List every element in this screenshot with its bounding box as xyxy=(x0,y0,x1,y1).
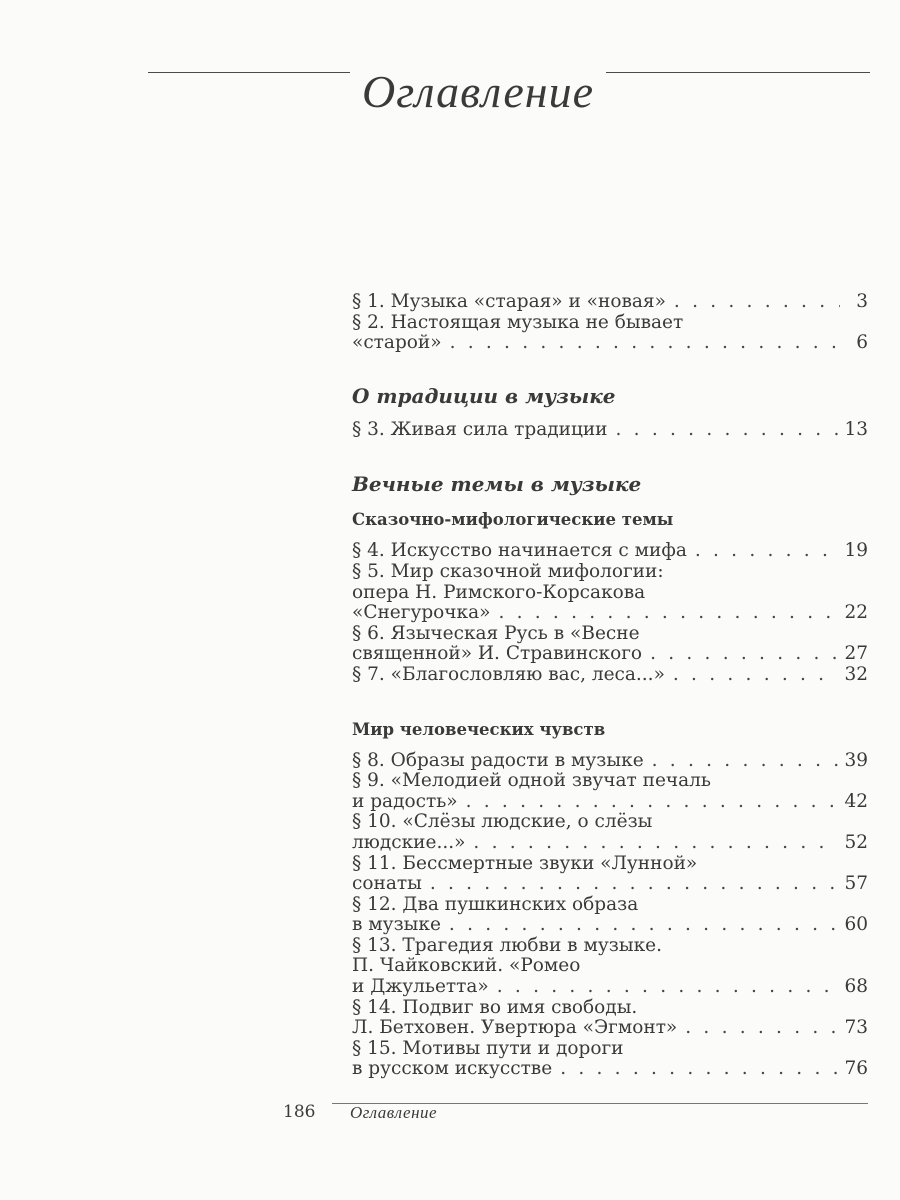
dot-leader xyxy=(695,541,839,562)
dot-leader xyxy=(616,420,839,441)
section-heading: Вечные темы в музыке xyxy=(352,472,642,497)
toc-line xyxy=(352,977,868,998)
dot-leader xyxy=(673,665,839,686)
dot-leader xyxy=(685,1018,838,1039)
toc-entry-title: § 5. Мир сказочной мифологии: xyxy=(352,560,664,582)
toc-entry[interactable] xyxy=(352,420,868,441)
toc-page-number: 13 xyxy=(844,418,868,440)
toc-line xyxy=(352,603,868,624)
toc-page-number: 52 xyxy=(844,831,868,853)
toc-entry-title: § 4. Искусство начинается с мифа xyxy=(352,540,687,562)
section-heading: О традиции в музыке xyxy=(352,383,616,408)
table-of-contents xyxy=(352,262,868,1080)
toc-group xyxy=(352,292,868,354)
toc-entry-title: Л. Бетховен. Увертюра «Эгмонт» xyxy=(352,1017,678,1039)
toc-line xyxy=(352,915,868,936)
toc-line xyxy=(352,812,868,833)
toc-page-number: 57 xyxy=(844,873,868,895)
toc-entry-title: § 3. Живая сила традиции xyxy=(352,418,608,440)
toc-entry-title: «Снегурочка» xyxy=(352,602,491,624)
dot-leader xyxy=(497,977,839,998)
toc-line xyxy=(352,998,868,1019)
toc-entry[interactable] xyxy=(352,751,868,772)
toc-entry[interactable] xyxy=(352,665,868,686)
toc-page-number: 73 xyxy=(844,1017,868,1039)
toc-page-number: 76 xyxy=(844,1058,868,1080)
toc-page-number: 60 xyxy=(844,914,868,936)
toc-group xyxy=(352,384,868,441)
page-title: Оглавление xyxy=(350,60,606,124)
toc-entry-title: в музыке xyxy=(352,914,441,936)
toc-entry-title: § 2. Настоящая музыка не бывает xyxy=(352,311,684,333)
toc-group xyxy=(352,720,868,1081)
toc-line xyxy=(352,313,868,334)
toc-entry-title: сонаты xyxy=(352,873,422,895)
toc-entry-title: § 11. Бессмертные звуки «Лунной» xyxy=(352,852,698,874)
dot-leader xyxy=(449,915,839,936)
toc-entry[interactable] xyxy=(352,812,868,853)
dot-leader xyxy=(450,333,840,354)
toc-line xyxy=(352,292,868,313)
toc-line xyxy=(352,895,868,916)
footer-section-label: Оглавление xyxy=(350,1103,438,1122)
toc-entry[interactable] xyxy=(352,771,868,812)
toc-entry-title: § 8. Образы радости в музыке xyxy=(352,749,644,771)
toc-line xyxy=(352,420,868,441)
toc-line xyxy=(352,792,868,813)
toc-line xyxy=(352,333,868,354)
dot-leader xyxy=(652,751,839,772)
toc-entry-title: в русском искусстве xyxy=(352,1058,553,1080)
toc-line xyxy=(352,833,868,854)
toc-entry[interactable] xyxy=(352,895,868,936)
toc-page-number: 22 xyxy=(844,602,868,624)
toc-page-number: 42 xyxy=(844,790,868,812)
toc-line xyxy=(352,874,868,895)
toc-line xyxy=(352,644,868,665)
dot-leader xyxy=(674,292,840,313)
toc-entry[interactable] xyxy=(352,541,868,562)
toc-line xyxy=(352,665,868,686)
toc-entry-title: § 1. Музыка «старая» и «новая» xyxy=(352,291,666,312)
toc-entry[interactable] xyxy=(352,998,868,1039)
toc-page-number: 19 xyxy=(844,540,868,562)
toc-line xyxy=(352,562,868,583)
toc-line xyxy=(352,624,868,645)
toc-line xyxy=(352,1059,868,1080)
subsection-heading: Мир человеческих чувств xyxy=(352,719,606,739)
toc-entry[interactable] xyxy=(352,1039,868,1080)
toc-entry-title: и Джульетта» xyxy=(352,976,489,998)
toc-entry-title: и радость» xyxy=(352,790,458,812)
dot-leader xyxy=(473,833,838,854)
toc-entry[interactable] xyxy=(352,313,868,354)
dot-leader xyxy=(498,603,838,624)
toc-line xyxy=(352,541,868,562)
toc-entry[interactable] xyxy=(352,292,868,313)
subsection-heading: Сказочно-мифологические темы xyxy=(352,510,674,530)
toc-page-number: 27 xyxy=(844,643,868,665)
toc-page-number: 39 xyxy=(844,749,868,771)
toc-entry[interactable] xyxy=(352,624,868,665)
toc-entry-title: § 9. «Мелодией одной звучат печаль xyxy=(352,770,711,792)
toc-line xyxy=(352,771,868,792)
toc-entry-title: § 7. «Благословляю вас, леса...» xyxy=(352,663,665,685)
toc-entry[interactable] xyxy=(352,854,868,895)
toc-line xyxy=(352,956,868,977)
toc-line xyxy=(352,936,868,957)
toc-entry-title: людские...» xyxy=(352,831,466,853)
dot-leader xyxy=(650,644,838,665)
toc-entry-title: § 13. Трагедия любви в музыке. xyxy=(352,934,662,956)
toc-line xyxy=(352,751,868,772)
dot-leader xyxy=(430,874,839,895)
toc-page-number: 68 xyxy=(844,976,868,998)
toc-page-number: 6 xyxy=(856,332,868,354)
toc-line xyxy=(352,1039,868,1060)
toc-entry-title: «старой» xyxy=(352,332,442,354)
dot-leader xyxy=(560,1059,838,1080)
toc-entry-title: П. Чайковский. «Ромео xyxy=(352,955,581,977)
toc-line xyxy=(352,583,868,604)
toc-entry-title: § 6. Языческая Русь в «Весне xyxy=(352,622,640,644)
footer-page-number: 186 xyxy=(283,1102,316,1122)
toc-entry[interactable] xyxy=(352,936,868,998)
toc-page-number: 3 xyxy=(856,291,868,312)
toc-line xyxy=(352,854,868,875)
toc-entry-title: опера Н. Римского-Корсакова xyxy=(352,581,646,603)
dot-leader xyxy=(466,792,839,813)
toc-entry[interactable] xyxy=(352,562,868,624)
toc-entry-title: § 10. «Слёзы людские, о слёзы xyxy=(352,811,653,833)
toc-page-number: 32 xyxy=(844,663,868,685)
toc-entry-title: § 14. Подвиг во имя свободы. xyxy=(352,996,638,1018)
toc-entry-title: священной» И. Стравинского xyxy=(352,643,643,665)
toc-group xyxy=(352,472,868,685)
toc-entry-title: § 15. Мотивы пути и дороги xyxy=(352,1037,624,1059)
toc-entry-title: § 12. Два пушкинских образа xyxy=(352,893,639,915)
toc-line xyxy=(352,1018,868,1039)
